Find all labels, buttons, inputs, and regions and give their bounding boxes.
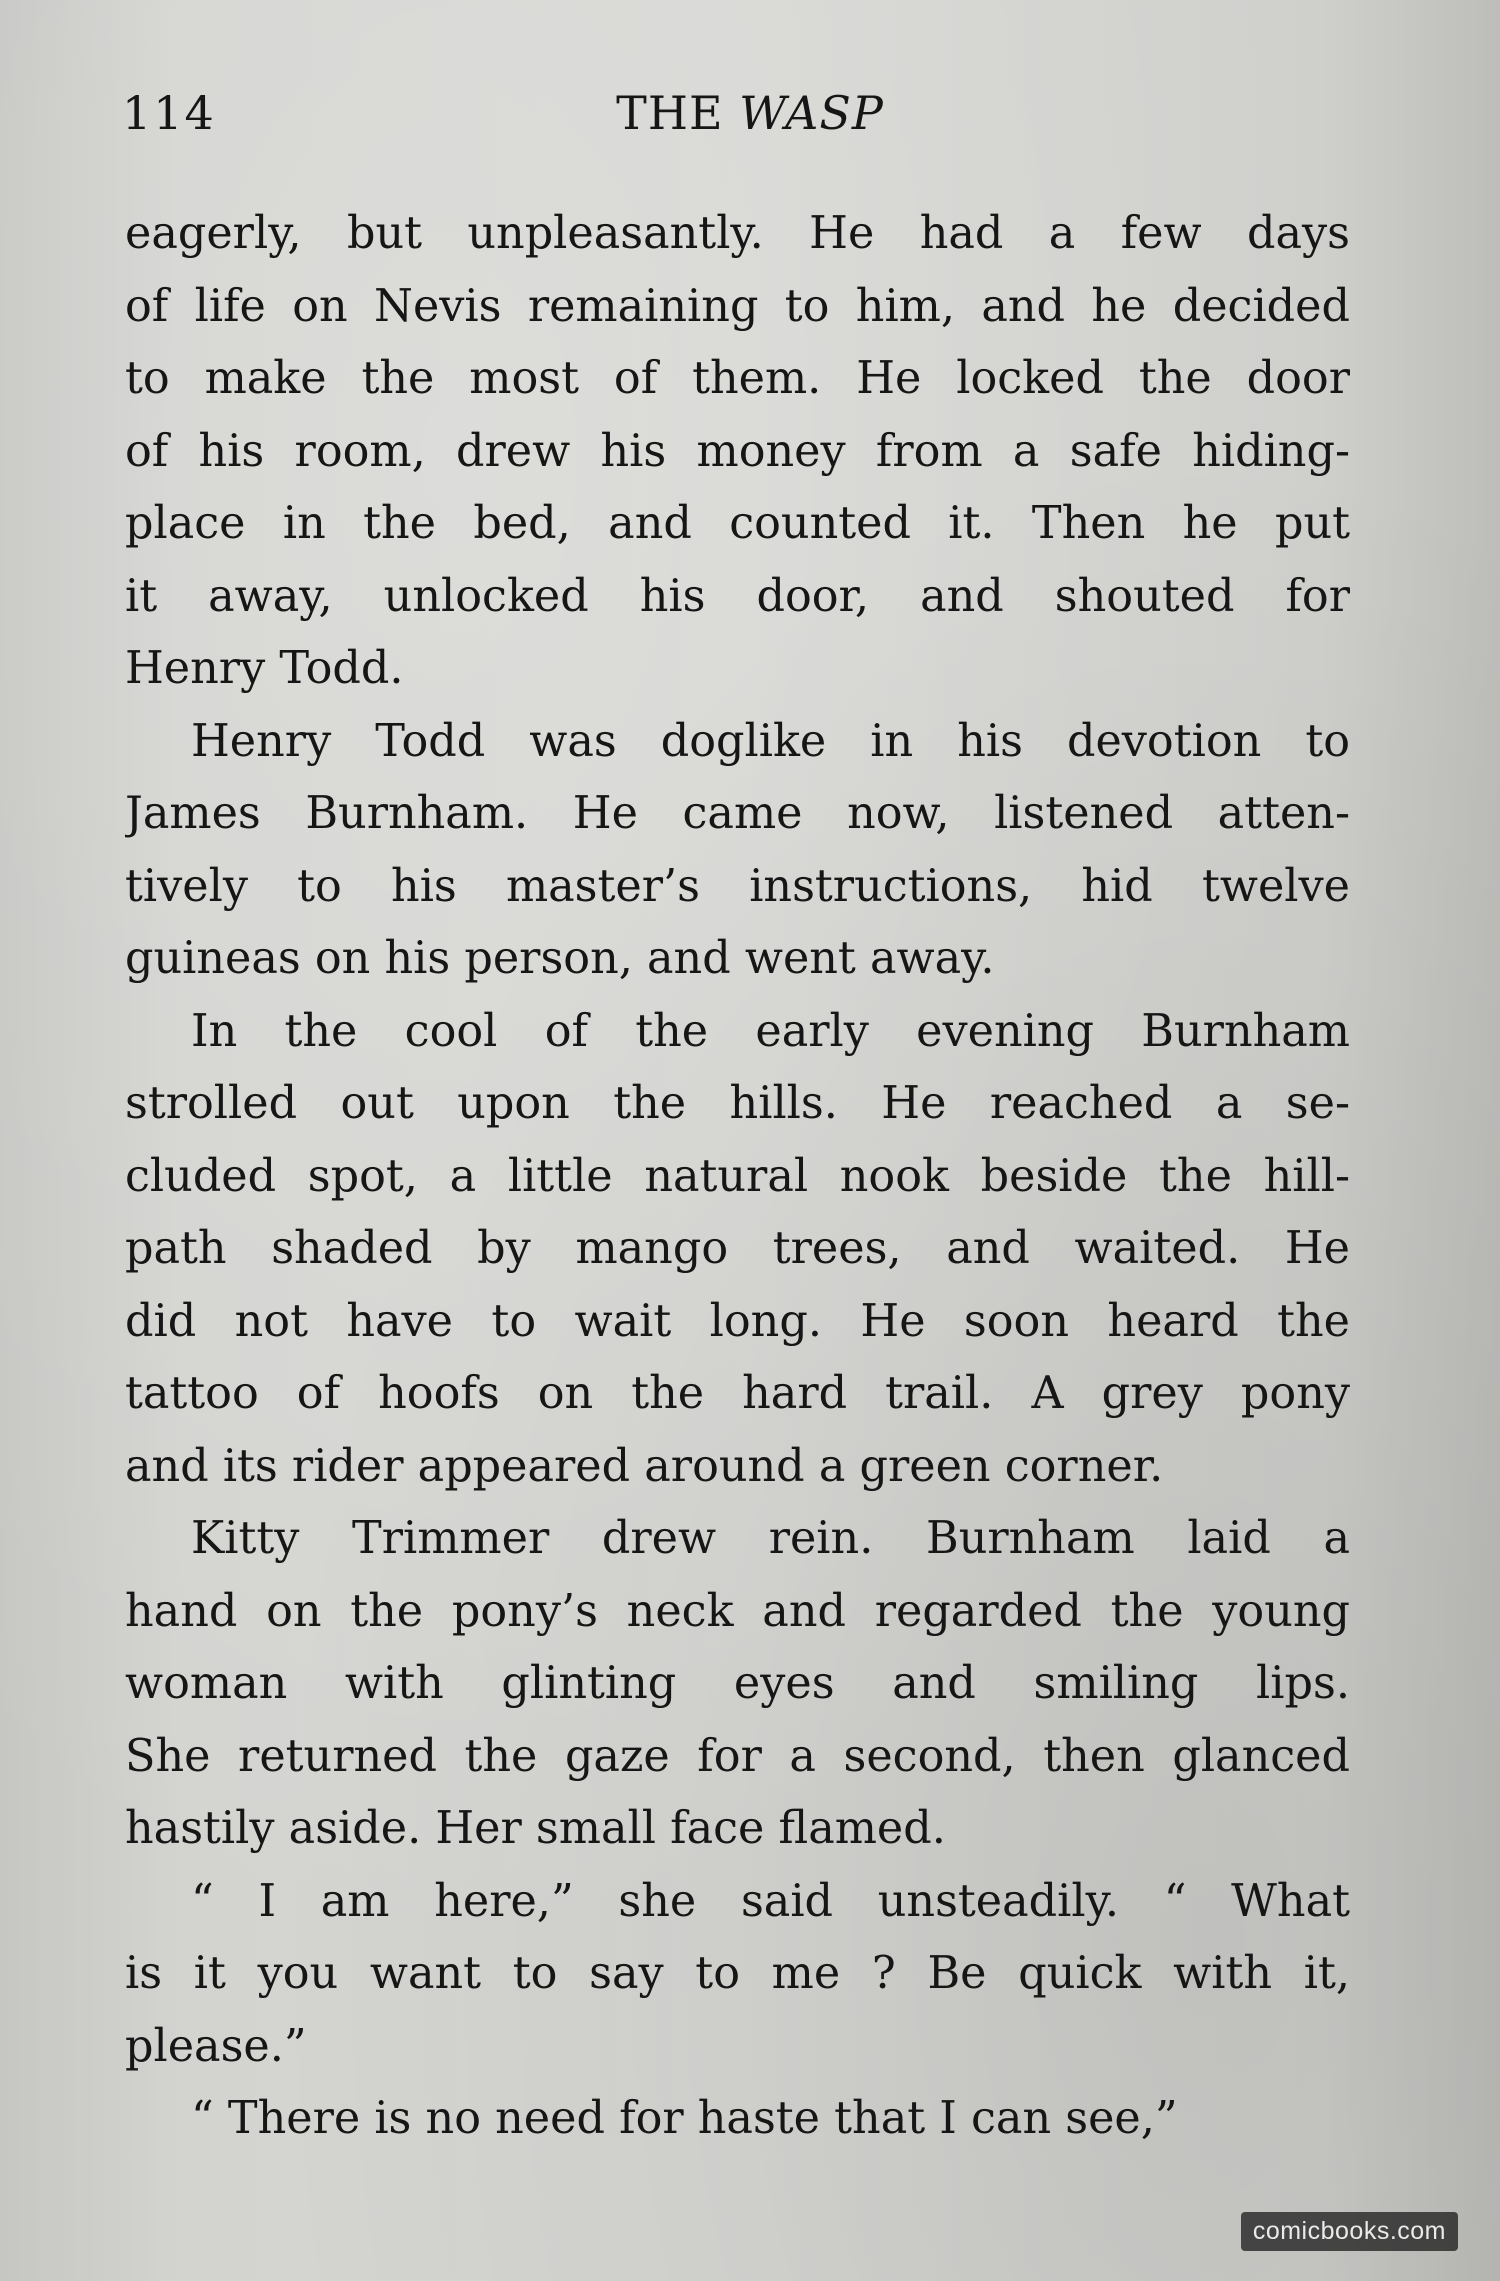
- paragraph: [125, 1503, 1350, 1866]
- text-line: woman with glinting eyes and smiling lips.: [125, 1658, 1350, 1709]
- watermark: comicbooks.com: [1241, 2212, 1458, 2251]
- text-line: James Burnham. He came now, listened atten-: [125, 788, 1350, 839]
- text-line: of his room, drew his money from a safe hiding-: [125, 425, 1350, 477]
- text-line: it away, unlocked his door, and shouted for: [125, 570, 1350, 622]
- text-line: did not have to wait long. He soon heard the: [125, 1295, 1350, 1347]
- paragraph: [125, 2083, 1350, 2156]
- body-text: [125, 198, 1350, 2156]
- paragraph: [125, 1866, 1350, 2084]
- text-line: tively to his master’s instructions, hid twelve: [125, 860, 1350, 912]
- text-line: cluded spot, a little natural nook beside the hill-: [125, 1150, 1350, 1202]
- paragraph: [125, 706, 1350, 996]
- text-line: hand on the pony’s neck and regarded the young: [125, 1585, 1350, 1637]
- page-number: 114: [122, 86, 216, 140]
- text-line: of life on Nevis remaining to him, and he decided: [125, 280, 1350, 332]
- running-title-italic: WASP: [739, 86, 884, 140]
- text-line: tattoo of hoofs on the hard trail. A grey pony: [125, 1368, 1350, 1419]
- text-line: Henry Todd.: [125, 643, 404, 694]
- running-title: [0, 78, 1500, 148]
- text-line: is it you want to say to me ? Be quick with it,: [125, 1948, 1350, 1999]
- text-line: Henry Todd was doglike in his devotion to: [191, 715, 1350, 767]
- running-title-prefix: THE: [616, 86, 724, 140]
- paragraph: [125, 996, 1350, 1504]
- text-line: please.”: [125, 2020, 307, 2072]
- text-line: Kitty Trimmer drew rein. Burnham laid a: [191, 1513, 1350, 1564]
- text-line: path shaded by mango trees, and waited. He: [125, 1223, 1350, 1274]
- text-line: “ I am here,” she said unsteadily. “ What: [191, 1875, 1350, 1927]
- text-line: “ There is no need for haste that I can see,”: [191, 2093, 1178, 2144]
- text-line: guineas on his person, and went away.: [125, 933, 995, 984]
- text-line: and its rider appeared around a green corner.: [125, 1440, 1164, 1492]
- text-line: eagerly, but unpleasantly. He had a few days: [125, 208, 1350, 259]
- text-line: hastily aside. Her small face flamed.: [125, 1803, 946, 1854]
- paragraph: [125, 198, 1350, 706]
- text-line: In the cool of the early evening Burnham: [191, 1005, 1350, 1057]
- text-line: She returned the gaze for a second, then glanced: [125, 1730, 1350, 1782]
- text-line: place in the bed, and counted it. Then he put: [125, 498, 1350, 549]
- text-line: strolled out upon the hills. He reached a se-: [125, 1078, 1350, 1129]
- page-header: [0, 78, 1500, 148]
- text-line: to make the most of them. He locked the door: [125, 353, 1350, 404]
